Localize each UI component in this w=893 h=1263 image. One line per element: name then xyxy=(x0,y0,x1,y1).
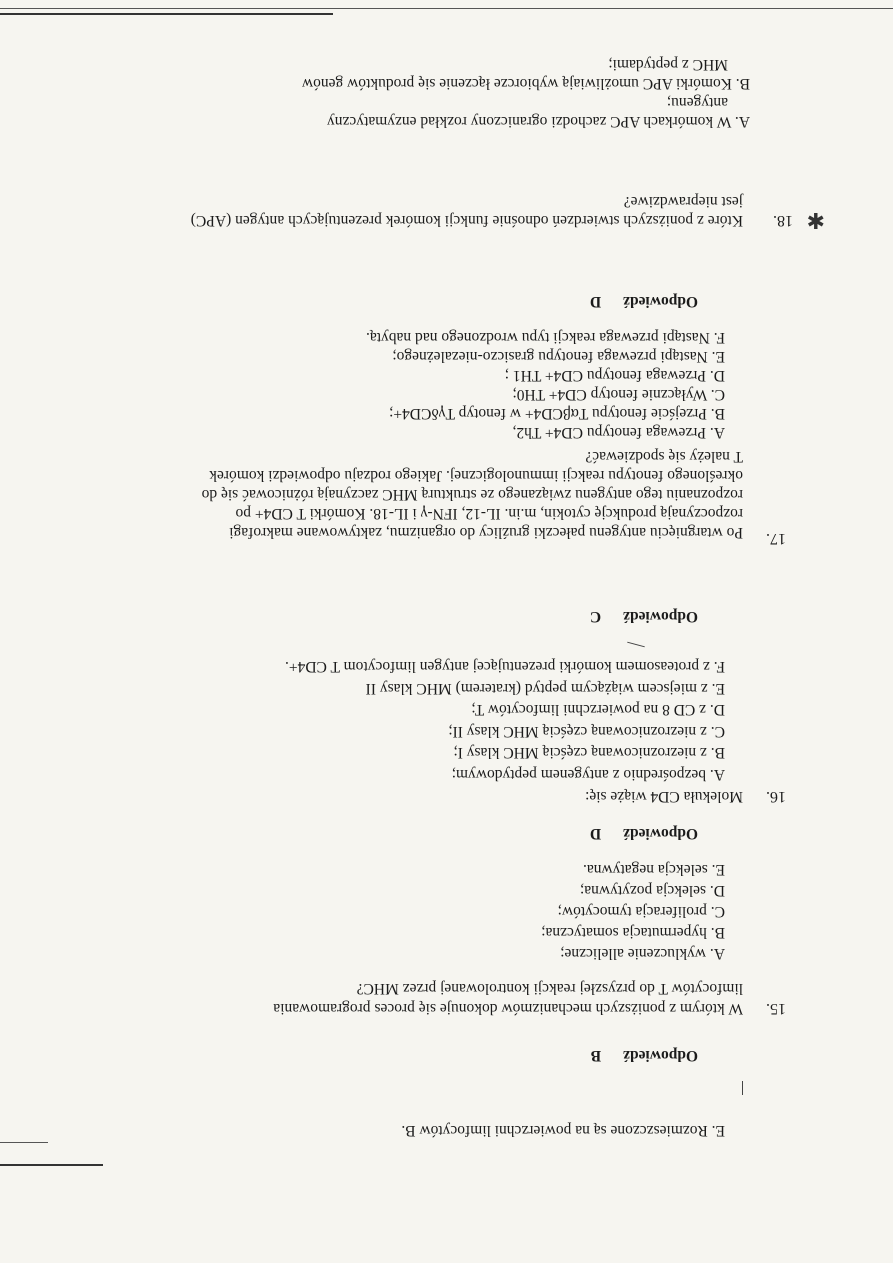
q15-option-a: A. wykluczenie alleliczne; xyxy=(560,945,725,962)
q15-answer-letter: D xyxy=(589,825,602,842)
q15-answer-label: Odpowiedź xyxy=(623,825,698,842)
q15-option-b: B. hypermutacja somatyczna; xyxy=(541,924,725,941)
q18-option-a-cont: antygenu; xyxy=(666,94,728,111)
q17-option-e: E. Nastąpi przewaga fenotypu grasiczo-niezależnego; xyxy=(392,348,725,365)
star-mark-icon: ✱ xyxy=(806,208,825,233)
q18-option-b: B. Komórki APC umożliwiają wybiorcze łączenie się produktów genów xyxy=(301,75,750,92)
scan-line-2 xyxy=(0,1142,48,1143)
q16-number: 16. xyxy=(766,788,786,805)
q15-line-1: W którym z poniższych mechanizmów dokonuje się proces programowania xyxy=(273,1000,743,1017)
header-rule xyxy=(0,8,893,9)
q17-answer-letter: D xyxy=(589,293,602,310)
q18-option-a: A. W komórkach APC zachodzi ograniczony rozkład enzymatyczny xyxy=(327,113,750,130)
q16-option-e: E. z miejscem wiążącym peptyd (kraterem) MHC klasy II xyxy=(365,680,725,697)
pen-tick xyxy=(742,1081,743,1095)
q17-answer-label: Odpowiedź xyxy=(623,293,698,310)
q15-answer xyxy=(590,824,698,842)
q17-line-3: rozpoznaniu tego antygenu związanego ze strukturą MHC zaczynają różnicować się do xyxy=(201,486,743,503)
q16-answer xyxy=(590,607,698,625)
q15-number: 15. xyxy=(766,1000,786,1017)
q17-option-d: D. Przewaga fenotypu CD4+ TH1 ; xyxy=(504,367,725,384)
q16-option-c: C. z niezroznicowaną częścią MHC klasy II; xyxy=(448,723,725,740)
q16-line-1: Molekuła CD4 wiąże się: xyxy=(585,788,743,805)
prev-option-e: E. Rozmieszczone są na powierzchni limfocytów B. xyxy=(401,1122,725,1139)
q17-line-5: T należy się spodziewać? xyxy=(585,448,743,465)
q17-line-2: rozpoczynają produkcję cytokin, m.in. IL-12, IFN-γ i IL-18. Komórki T CD4+ po xyxy=(235,505,743,522)
pen-stroke xyxy=(627,642,645,648)
q17-line-1: Po wtargnięciu antygenu pałeczki gruźlicy do organizmu, zaktywowane makrofagi xyxy=(229,524,743,541)
header-rule-2 xyxy=(0,13,333,15)
q18-option-b-cont: MHC z peptydami; xyxy=(608,56,728,73)
q16-option-b: B. z niezroznicowaną częścią MHC klasy I; xyxy=(453,744,725,761)
q14-answer-label: Odpowiedź xyxy=(623,1047,698,1064)
q15-option-d: D. selekcja pozytywna; xyxy=(579,882,725,899)
q16-answer-label: Odpowiedź xyxy=(623,608,698,625)
q17-option-c: C. Wyłącznie fenotyp CD4+ TH0; xyxy=(512,386,725,403)
q14-answer-letter: B xyxy=(590,1047,602,1064)
q18-line-2: jest nieprawdziwe? xyxy=(623,193,743,210)
scan-line xyxy=(0,1164,103,1166)
q16-answer-letter: C xyxy=(589,608,602,625)
q18-number: 18. xyxy=(773,212,793,229)
q15-option-c: C. proliferacja tymocytów; xyxy=(557,903,725,920)
q16-option-a: A. bezpośrednio z antygenem peptydowym; xyxy=(451,766,725,783)
q17-option-b: B. Przejście fenotypu TαβCD4+ w fenotyp TγδCD4+; xyxy=(389,405,725,422)
q16-option-d: D. z CD 8 na powierzchni limfocytów T; xyxy=(471,701,725,718)
q18-line-1: Które z poniższych stwierdzeń odnośnie funkcji komórek prezentujących antygen (APC) xyxy=(190,212,743,229)
q17-line-4: określonego fenotypu reakcji immunologicznej. Jakiego rodzaju odpowiedzi komórek xyxy=(209,467,743,484)
q17-option-a: A. Przewaga fenotypu CD4+ Th2, xyxy=(512,424,725,441)
q17-number: 17. xyxy=(766,530,786,547)
q14-answer xyxy=(591,1046,698,1064)
q15-option-e: E. selekcja negatywna. xyxy=(582,861,725,878)
q15-line-2: limfocytów T do przyszłej reakcji kontrolowanej przez MHC? xyxy=(356,980,743,997)
q16-option-f: F. z proteasomem komórki prezentującej antygen limfocytom T CD4+. xyxy=(285,658,725,675)
q17-answer xyxy=(590,292,698,310)
q17-option-f: F. Nastąpi przewaga reakcji typu wrodzonego nad nabytą. xyxy=(365,329,725,346)
